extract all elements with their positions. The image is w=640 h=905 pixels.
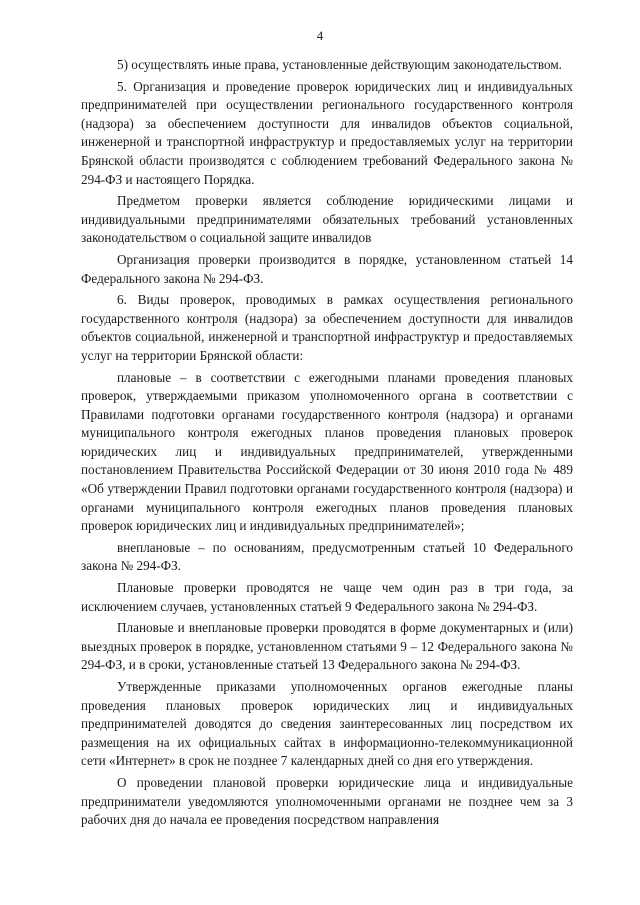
paragraph-unplanned: внеплановые – по основаниям, предусмотренным статьей 10 Федерального закона № 294-ФЗ.: [81, 539, 573, 574]
paragraph-plans-publication: Утвержденные приказами уполномоченных органов ежегодные планы проведения плановых проверок юридических лиц и индивидуальных предпринимателей доводятся до сведения заинтересованных лиц посредством их размещения на их официальных сайтах в информационно-телекоммуникационной сети «Интернет» в срок не позднее 7 календарных дней со дня его утверждения.: [81, 679, 573, 769]
paragraph-organization: Организация проверки производится в порядке, установленном статьей 14 Федерального закона № 294-ФЗ.: [81, 251, 573, 286]
paragraph-planned: плановые – в соответствии с ежегодными планами проведения плановых проверок, утверждаемыми приказом уполномоченного органа в соответствии с Правилами подготовки органами государственного контроля (надзора) и органами муниципального контроля ежегодных планов проведения плановых проверок юридических лиц и индивидуальных предпринимателей, утвержденными постановлением Правительства Российской Федерации от 30 июня 2010 года № 489 «Об утверждении Правил подготовки органами государственного контроля (надзора) и органами муниципального контроля ежегодных планов проведения плановых проверок юридических лиц и индивидуальных предпринимателей»;: [81, 369, 573, 534]
paragraph-notification: О проведении плановой проверки юридические лица и индивидуальные предприниматели уведомляются уполномоченными органами не позднее чем за 3 рабочих дня до начала ее проведения посредством направления: [81, 774, 573, 828]
document-body: [81, 56, 573, 833]
paragraph-subject: Предметом проверки является соблюдение юридическими лицами и индивидуальными предпринимателями обязательных требований установленных законодательством о социальной защите инвалидов: [81, 193, 573, 246]
paragraph-frequency: Плановые проверки проводятся не чаще чем один раз в три года, за исключением случаев, установленных статьей 9 Федерального закона № 294-ФЗ.: [81, 580, 573, 614]
page-number: 4: [316, 28, 324, 43]
paragraph-section-6: 6. Виды проверок, проводимых в рамках осуществления регионального государственного контроля (надзора) за обеспечением доступности для инвалидов объектов социальной, инженерной и транспортной инфраструктур и предоставляемых услуг на территории Брянской области:: [81, 292, 573, 363]
paragraph-forms: Плановые и внеплановые проверки проводятся в форме документарных и (или) выездных проверок в порядке, установленном статьями 9 – 12 Федерального закона № 294-ФЗ, и в сроки, установленные статьей 13 Федерального закона № 294-ФЗ.: [81, 620, 573, 673]
paragraph-rights: 5) осуществлять иные права, установленные действующим законодательством.: [117, 57, 562, 72]
paragraph-section-5: 5. Организация и проведение проверок юридических лиц и индивидуальных предпринимателей при осуществлении регионального государственного контроля (надзора) за обеспечением доступности для инвалидов объектов социальной, инженерной и транспортной инфраструктур и предоставляемых услуг на территории Брянской области производятся с соблюдением требований Федерального закона № 294-ФЗ и настоящего Порядка.: [81, 78, 573, 187]
